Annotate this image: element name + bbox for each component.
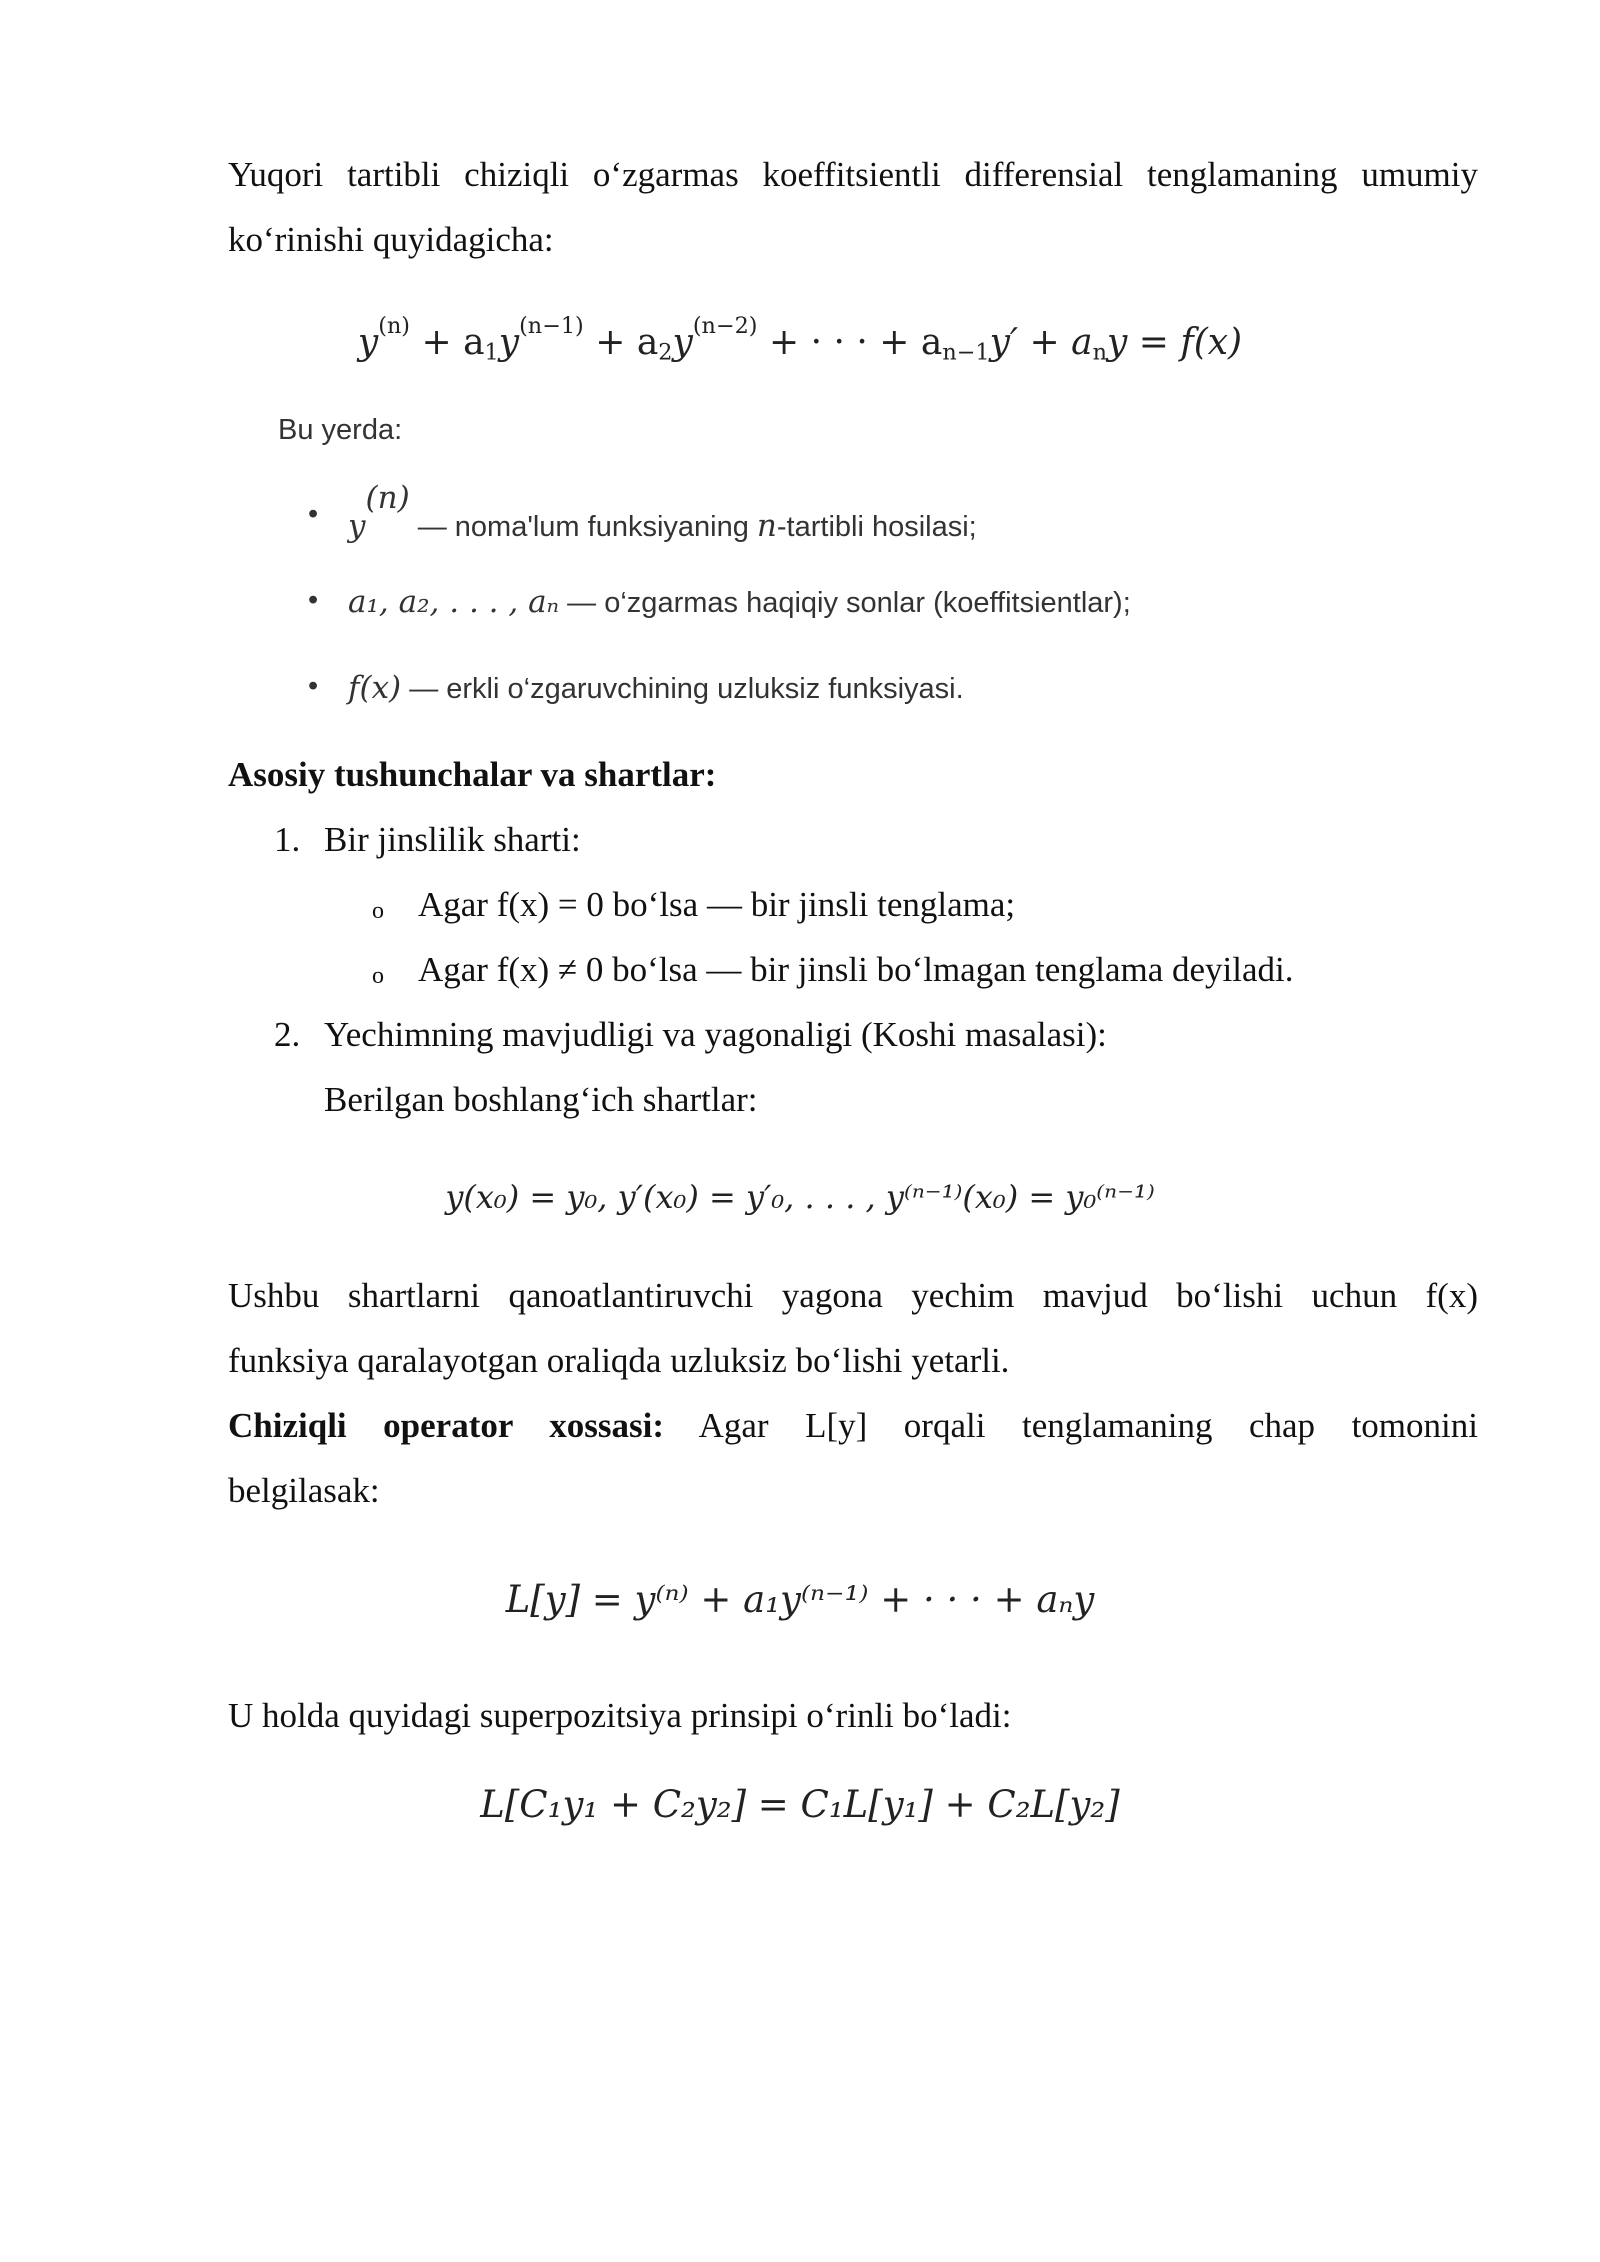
list-item-title: Yechimning mavjudligi va yagonaligi (Koshi masalasi): xyxy=(324,1015,1107,1054)
definition-item: • a₁, a₂, . . . , aₙ — o‘zgarmas haqiqiy sonlar (koeffitsientlar); xyxy=(308,584,1131,620)
uniqueness-line-2: funksiya qaralayotgan oraliqda uzluksiz bo‘lishi yetarli. xyxy=(228,1341,1010,1380)
linear-operator-label: Chiziqli operator xossasi: xyxy=(228,1406,665,1445)
operator-equation: L[y] = y⁽ⁿ⁾ + a₁y⁽ⁿ⁻¹⁾ + · · · + aₙy xyxy=(505,1578,1095,1621)
bullet-icon: • xyxy=(308,670,319,702)
bullet-icon: • xyxy=(308,498,319,530)
definition-item: • f(x) — erkli o‘zgaruvchining uzluksiz funksiyasi. xyxy=(308,670,964,706)
uniqueness-line-1: Ushbu shartlarni qanoatlantiruvchi yagona yechim mavjud bo‘lishi uchun f(x) xyxy=(228,1276,1478,1315)
superposition-equation: L[C₁y₁ + C₂y₂] = C₁L[y₁] + C₂L[y₂] xyxy=(480,1783,1120,1826)
list-number: 2. xyxy=(274,1015,301,1054)
intro-line-1: Yuqori tartibli chiziqli o‘zgarmas koeffitsientli differensial tenglamaning umumiy xyxy=(228,155,1478,194)
linear-operator-text: Agar L[y] orqali tenglamaning chap tomonini xyxy=(698,1406,1478,1445)
initial-conditions-equation: y(x₀) = y₀, y′(x₀) = y′₀, . . . , y⁽ⁿ⁻¹⁾(x₀) = y₀⁽ⁿ⁻¹⁾ xyxy=(445,1178,1155,1216)
section-heading: Asosiy tushunchalar va shartlar: xyxy=(228,755,717,794)
bullet-icon: • xyxy=(308,584,319,616)
sub-bullet-icon: o xyxy=(372,963,384,989)
list-number: 1. xyxy=(274,820,301,859)
sub-item: Agar f(x) ≠ 0 bo‘lsa — bir jinsli bo‘lmagan tenglama deyiladi. xyxy=(418,950,1294,989)
intro-line-2: ko‘rinishi quyidagicha: xyxy=(228,220,554,259)
linear-operator-line-1 xyxy=(228,1393,1478,1458)
list-item-title: Bir jinslilik sharti: xyxy=(324,820,581,859)
superposition-intro: U holda quyidagi superpozitsiya prinsipi o‘rinli bo‘ladi: xyxy=(228,1696,1012,1735)
definition-item: • $y^{(n)}$ — noma'lum funksiyaning n-tartibli hosilasi; xyxy=(308,480,977,544)
sub-bullet-icon: o xyxy=(372,898,384,924)
sub-item: Agar f(x) = 0 bo‘lsa — bir jinsli tenglama; xyxy=(418,885,1016,924)
linear-operator-line-2: belgilasak: xyxy=(228,1471,380,1510)
list-item-extra: Berilgan boshlang‘ich shartlar: xyxy=(324,1080,758,1119)
bu-yerda-label: Bu yerda: xyxy=(278,414,403,446)
main-equation: $y^{(n)} + a_1y^{(n-1)} + a_2y^{(n-2)}$ + · · · + $a_{n-1}y' + a_ny = f(x)$ xyxy=(357,312,1243,366)
